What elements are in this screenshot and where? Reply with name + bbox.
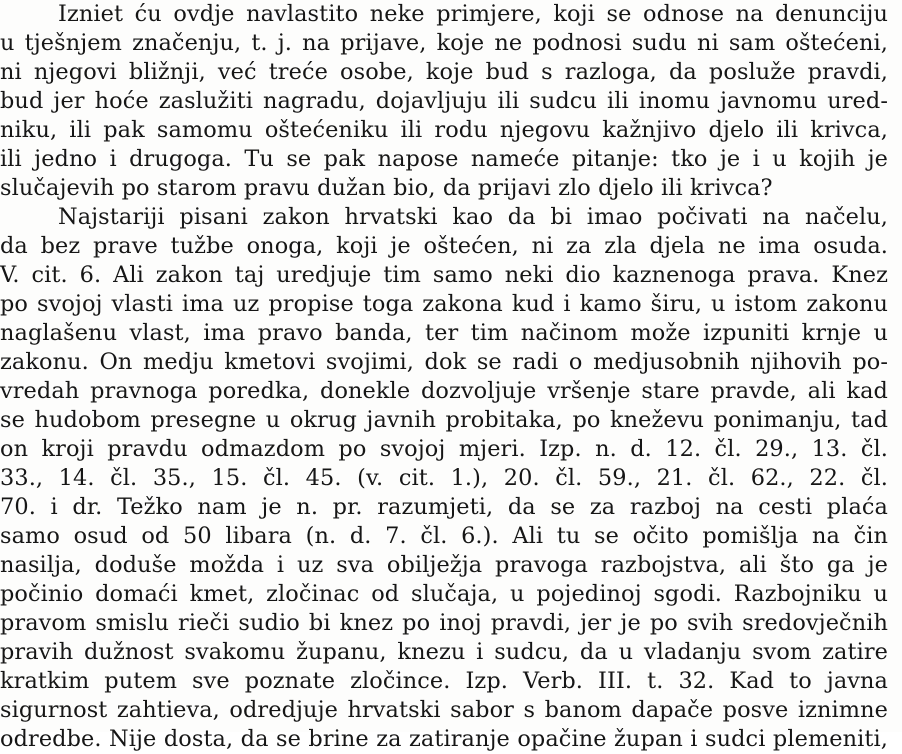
- text-line: Najstariji pisani zakon hrvatski kao da bi imao počivati na načelu,: [58, 204, 888, 230]
- text-line: naglašenu vlast, ima pravo banda, ter tim načinom može izpuniti krnje u: [0, 320, 888, 346]
- text-line: 33., 14. čl. 35., 15. čl. 45. (v. cit. 1.), 20. čl. 59., 21. čl. 62., 22. čl.: [0, 465, 888, 491]
- text-line: zakonu. On medju kmetovi svojimi, dok se radi o medjusobnih njihovih po-: [0, 349, 888, 375]
- text-line: ni njegovi bližnji, već treće osobe, koje bud s razloga, da posluže pravdi,: [0, 59, 888, 85]
- text-line: niku, ili pak samomu oštećeniku ili rodu njegovu kažnjivo djelo ili krivca,: [0, 117, 888, 143]
- text-line: se hudobom presegne u okrug javnih probitaka, po kneževu ponimanju, tad: [0, 407, 888, 433]
- text-line: kratkim putem sve poznate zločince. Izp. Verb. III. t. 32. Kad to javna: [0, 668, 888, 694]
- text-line: 70. i dr. Težko nam je n. pr. razumjeti, da se za razboj na cesti plaća: [0, 494, 888, 520]
- text-line: pravih dužnost svakomu županu, knezu i sudcu, da u vladanju svom zatire: [0, 639, 888, 665]
- text-line: pravom smislu rieči sudio bi knez po inoj pravdi, jer je po svih sredovječnih: [0, 610, 888, 636]
- text-line: u tješnjem značenju, t. j. na prijave, koje ne podnosi sudu ni sam oštećeni,: [0, 30, 888, 56]
- text-line: odredbe. Nije dosta, da se brine za zatiranje opačine župan i sudci plemeniti,: [0, 726, 888, 752]
- text-line: Izniet ću ovdje navlastito neke primjere, koji se odnose na denunciju: [58, 1, 888, 27]
- text-line: slučajevih po starom pravu dužan bio, da prijavi zlo djelo ili krivca?: [0, 175, 773, 201]
- text-line: nasilja, doduše možda i uz sva obilježja pravoga razbojstva, ali što ga je: [0, 552, 888, 578]
- text-line: počinio domaći kmet, zločinac od slučaja, u pojedinoj sgodi. Razbojniku u: [0, 581, 888, 607]
- text-line: samo osud od 50 libara (n. d. 7. čl. 6.). Ali tu se očito pomišlja na čin: [0, 523, 888, 549]
- text-line: po svojoj vlasti ima uz propise toga zakona kud i kamo širu, u istom zakonu: [0, 291, 888, 317]
- text-line: bud jer hoće zaslužiti nagradu, dojavljuju ili sudcu ili inomu javnomu ured-: [0, 88, 888, 114]
- text-line: V. cit. 6. Ali zakon taj uredjuje tim samo neki dio kaznenoga prava. Knez: [0, 262, 888, 288]
- text-line: da bez prave tužbe onoga, koji je oštećen, ni za zla djela ne ima osuda.: [0, 233, 888, 259]
- text-line: vredah pravnoga poredka, donekle dozvoljuje vršenje stare pravde, ali kad: [0, 378, 888, 404]
- text-line: sigurnost zahtieva, odredjuje hrvatski sabor s banom dapače posve iznimne: [0, 697, 888, 723]
- text-line: on kroji pravdu odmazdom po svojoj mjeri. Izp. n. d. 12. čl. 29., 13. čl.: [0, 436, 888, 462]
- text-line: ili jedno i drugoga. Tu se pak napose nameće pitanje: tko je i u kojih je: [0, 146, 888, 172]
